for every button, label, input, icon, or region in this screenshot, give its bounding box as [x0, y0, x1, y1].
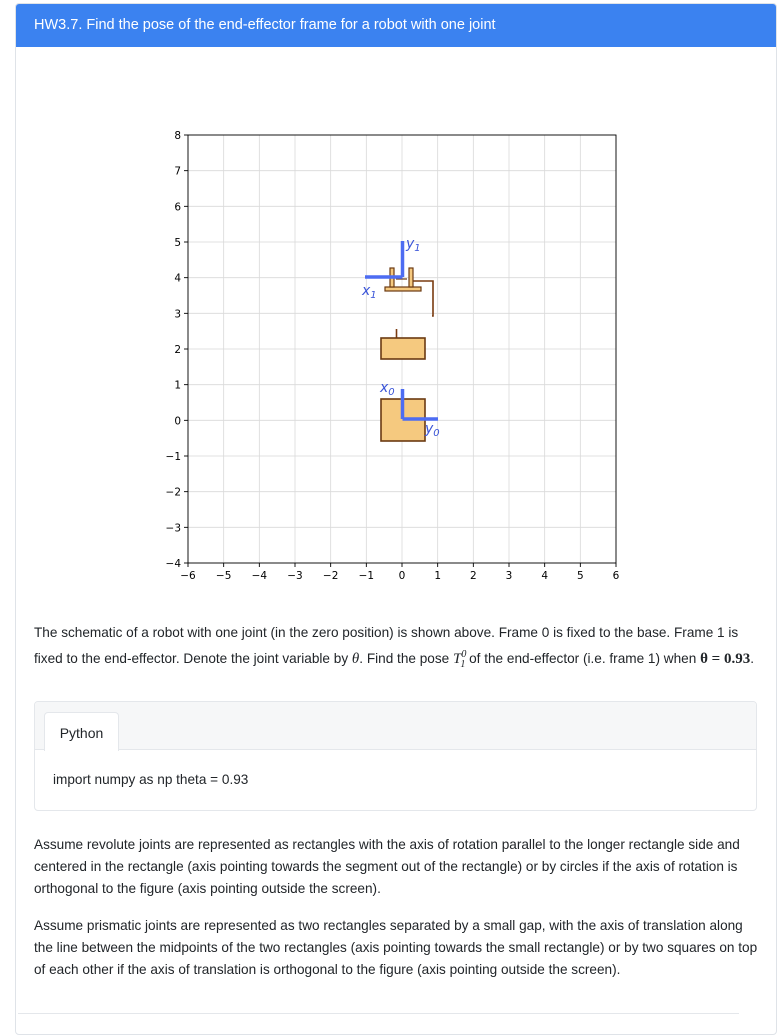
problem-statement: The schematic of a robot with one joint (in the zero position) is shown above. Frame 0 is fixed to the base. Frame 1 is fixed to the end-effector. Denote the joint variable by θ. Find the pose $T^0_1$ of the end-effector (i.e. frame 1) when θ = 0.93.	[34, 625, 754, 670]
theta-value: θ = 0.93	[700, 651, 751, 667]
revolute-assumption: Assume revolute joints are represented as rectangles with the axis of rotation parallel to the longer rectangle side and centered in the rectangle (axis pointing towards the segment out of the rectangle) or by circles if the axis of rotation is orthogonal to the figure (axis pointing outside the screen).	[34, 837, 740, 896]
y-tick-label: −3	[165, 522, 181, 535]
frame0-y-label: $y_0$	[425, 421, 440, 439]
problem-card	[15, 3, 777, 1035]
x-tick-label: −3	[287, 570, 303, 582]
y-tick-label: 7	[174, 165, 181, 178]
y-tick-label: −2	[165, 486, 181, 499]
x-tick-label: −2	[322, 570, 339, 582]
y-tick-label: 6	[174, 201, 181, 214]
x-tick-label: 4	[541, 570, 549, 582]
code-block	[34, 701, 757, 811]
code-content: import numpy as np theta = 0.93	[53, 772, 249, 787]
x-tick-label: −6	[180, 570, 196, 582]
prismatic-assumption: Assume prismatic joints are represented as two rectangles separated by a small gap, with the axis of translation along the line between the midpoints of the two rectangles (axis pointing towards the small rectangle) or by two squares on top of each other if the axis of translation is orthogonal to the figure (axis pointing outside the screen).	[34, 918, 758, 977]
y-tick-label: 3	[174, 308, 181, 321]
y-tick-label: −1	[165, 451, 181, 463]
y-tick-label: 4	[174, 272, 181, 285]
x-tick-label: 6	[612, 570, 620, 582]
link-upper	[412, 281, 433, 316]
theta-symbol: θ	[351, 651, 360, 667]
y-tick-label: 5	[174, 237, 181, 249]
frame0-x-label: $x_0$	[380, 380, 395, 398]
revolute-joint-middle	[381, 338, 425, 359]
x-tick-label: 0	[398, 570, 406, 582]
y-tick-label: 0	[174, 415, 181, 428]
x-tick-label: −1	[358, 570, 375, 582]
bottom-divider	[18, 1013, 739, 1014]
python-tab[interactable]: Python	[44, 712, 119, 751]
frame1-x-label: $x_1$	[362, 283, 377, 301]
x-tick-label: 5	[576, 570, 584, 582]
robot-schematic-plot	[16, 117, 656, 597]
x-tick-label: 2	[469, 570, 477, 582]
x-tick-label: −5	[215, 570, 232, 582]
frame1-y-label: $y_1$	[406, 236, 421, 254]
y-tick-label: 2	[174, 344, 181, 356]
card-header-title: HW3.7. Find the pose of the end-effector frame for a robot with one joint	[16, 4, 776, 47]
y-tick-label: 8	[174, 130, 181, 142]
x-tick-label: −4	[251, 570, 268, 582]
y-tick-label: −4	[165, 558, 181, 570]
code-tab-bar	[35, 702, 756, 750]
y-tick-label: 1	[174, 379, 181, 392]
x-tick-label: 1	[434, 570, 442, 582]
pose-symbol: $T^0_1$	[452, 649, 467, 670]
x-tick-label: 3	[505, 570, 513, 582]
